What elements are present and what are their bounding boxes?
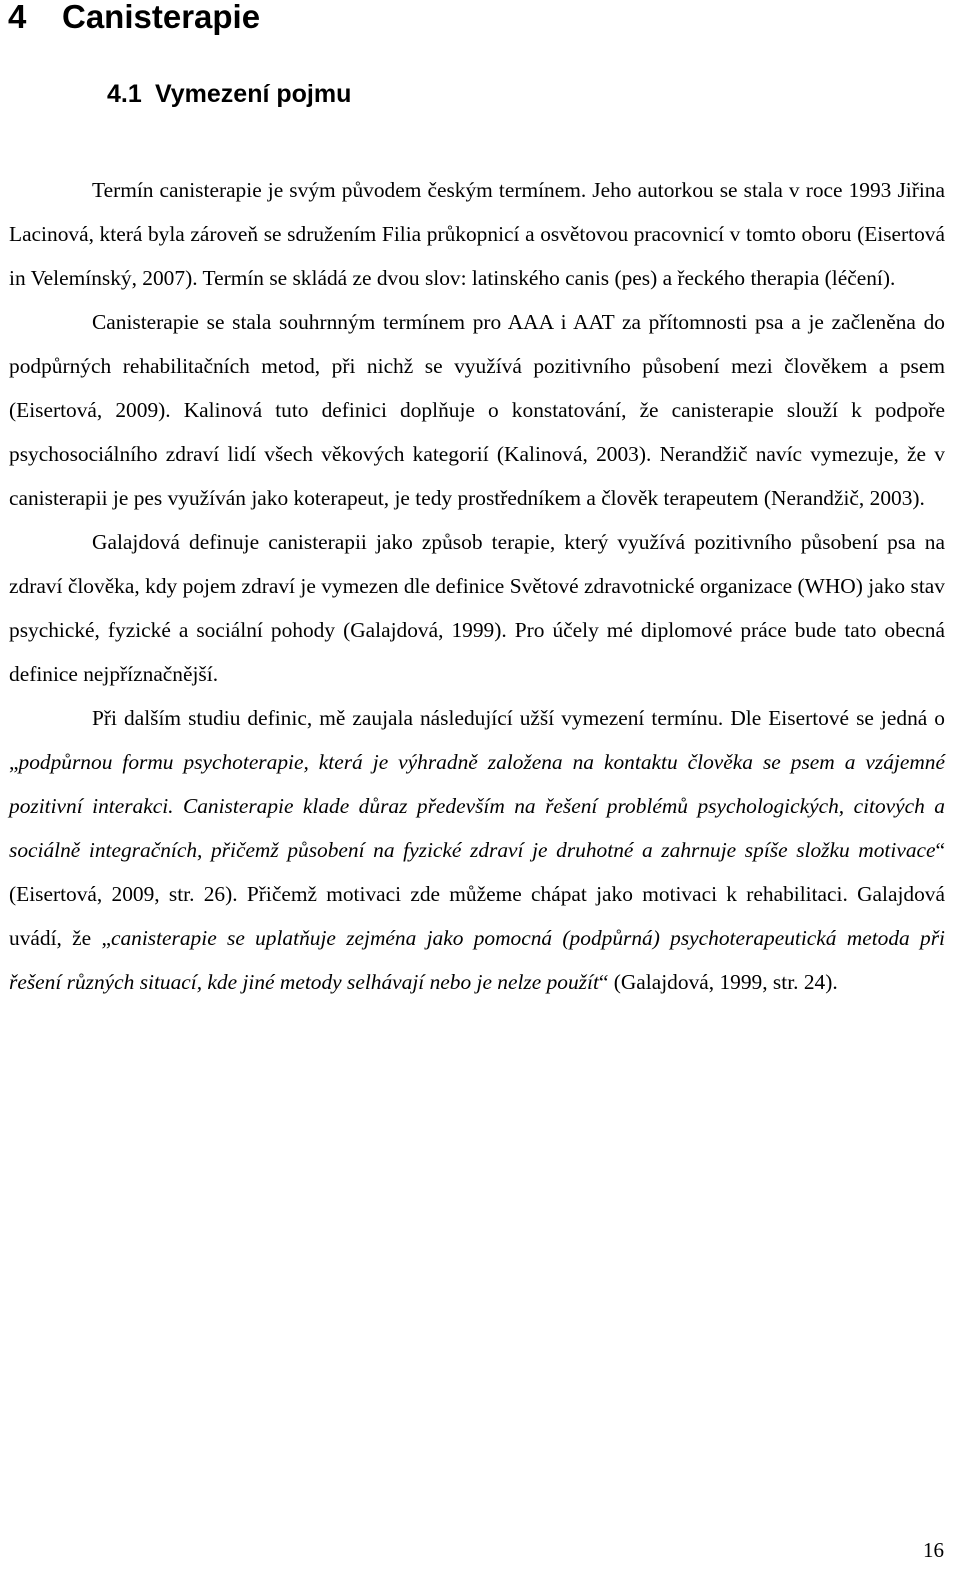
chapter-title: Canisterapie	[62, 0, 261, 35]
citation-eisertova: “ (Eisertová, 2009, str. 26). Přičemž motivaci zde můžeme chápat jako motivaci k rehabilitaci. Galajdová uvádí, že „	[9, 838, 945, 950]
chapter-number: 4	[8, 0, 27, 35]
paragraph-3: Galajdová definuje canisterapii jako způsob terapie, který využívá pozitivního působení psa na zdraví člověka, kdy pojem zdraví je vymezen dle definice Světové zdravotnické organizace (WHO) jako stav psychické, fyzické a sociální pohody (Galajdová, 1999). Pro účely mé diplomové práce bude tato obecná definice nejpříznačnější.	[9, 530, 945, 686]
chapter-heading	[8, 0, 260, 40]
quote-eisertova: podpůrnou formu psychoterapie, která je výhradně založena na kontaktu člověka se psem a vzájemné pozitivní interakci. Canisterapie klade důraz především na řešení problémů psychologických, citových a sociálně integračních, přičemž působení na fyzické zdraví je druhotné a zahrnuje spíše složku motivace	[9, 750, 945, 862]
citation-galajdova: “ (Galajdová, 1999, str. 24).	[598, 970, 838, 994]
paragraph-4	[9, 696, 945, 1004]
section-number: 4.1	[107, 80, 142, 108]
quote-galajdova: canisterapie se uplatňuje zejména jako pomocná (podpůrná) psychoterapeutická metoda při řešení různých situací, kde jiné metody selhávají nebo je nelze použít	[9, 926, 945, 994]
body-text	[9, 168, 945, 1004]
page-number: 16	[923, 1538, 944, 1562]
section-title: Vymezení pojmu	[155, 80, 352, 108]
paragraph-4-intro: Při dalším studiu definic, mě zaujala následující užší vymezení termínu. Dle Eisertové se jedná o „	[9, 706, 945, 774]
paragraph-1: Termín canisterapie je svým původem českým termínem. Jeho autorkou se stala v roce 1993 Jiřina Lacinová, která byla zároveň se sdružením Filia průkopnicí a osvětovou pracovnicí v tomto oboru (Eisertová in Velemínský, 2007). Termín se skládá ze dvou slov: latinského canis (pes) a řeckého therapia (léčení).	[9, 178, 945, 290]
section-heading	[107, 76, 351, 112]
paragraph-2: Canisterapie se stala souhrnným termínem pro AAA i AAT za přítomnosti psa a je začleněna do podpůrných rehabilitačních metod, při nichž se využívá pozitivního působení mezi člověkem a psem (Eisertová, 2009). Kalinová tuto definici doplňuje o konstatování, že canisterapie slouží k podpoře psychosociálního zdraví lidí všech věkových kategorií (Kalinová, 2003). Nerandžič navíc vymezuje, že v canisterapii je pes využíván jako koterapeut, je tedy prostředníkem a člověk terapeutem (Nerandžič, 2003).	[9, 310, 945, 510]
